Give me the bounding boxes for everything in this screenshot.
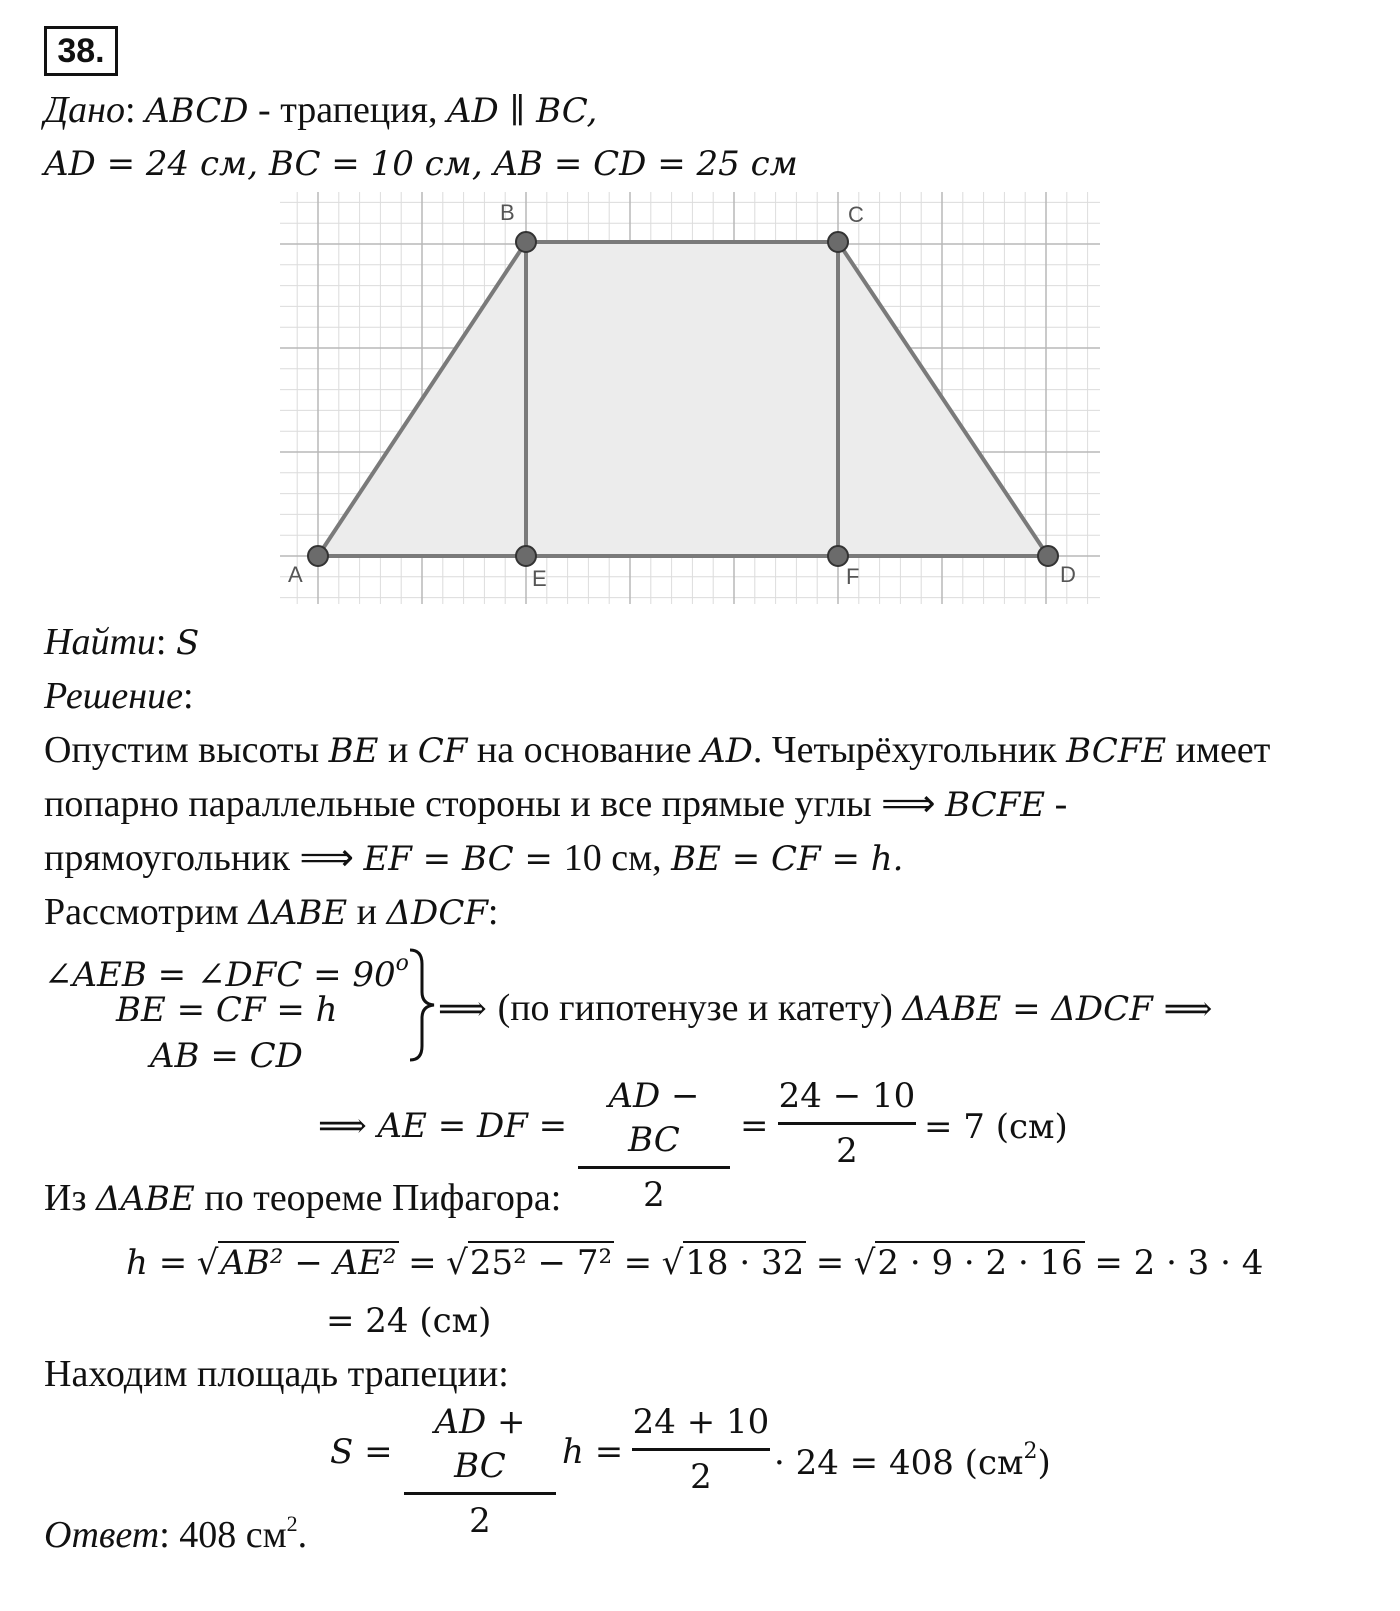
answer-label: Ответ: [44, 1514, 160, 1556]
para1-line3: [44, 836, 903, 881]
superscript: 2: [286, 1511, 298, 1536]
right-brace: [404, 946, 438, 1064]
point-b: [516, 232, 536, 252]
denominator: 2: [836, 1131, 858, 1171]
para1-line1: [44, 728, 1270, 773]
consider-line: [44, 890, 498, 935]
pythag-line: [44, 1176, 561, 1221]
text: и: [378, 729, 418, 771]
text: Из: [44, 1177, 96, 1219]
math: = 7 (см): [924, 1107, 1068, 1147]
text: по теореме Пифагора:: [194, 1177, 562, 1219]
problem-number: 38.: [44, 26, 118, 76]
fraction-bar: [578, 1166, 730, 1169]
math: BCFE: [945, 785, 1046, 825]
numerator: AD + BC: [434, 1402, 526, 1486]
radicand: AB² − AE²: [220, 1243, 397, 1283]
area-h: h =: [562, 1432, 624, 1472]
point-c: [828, 232, 848, 252]
text: -: [1045, 783, 1068, 825]
equals: =: [815, 1243, 845, 1283]
math: ΔDCF: [386, 893, 488, 933]
fraction-bar: [632, 1448, 770, 1451]
h-line-2: [326, 1298, 491, 1343]
math: AD: [701, 731, 753, 771]
numerator: 24 − 10: [778, 1076, 916, 1116]
text: :: [487, 891, 499, 933]
area-heading: Находим площадь трапеции:: [44, 1353, 509, 1395]
para1-line2: [44, 782, 1067, 827]
text: Опустим высоты: [44, 729, 329, 771]
fraction-bar: [404, 1492, 556, 1495]
solution-label: Решение: [44, 675, 183, 717]
radicand: 2 · 9 · 2 · 16: [877, 1243, 1083, 1283]
math: · 24 = 408 (см: [774, 1443, 1024, 1483]
sqrt-sign: √: [661, 1243, 684, 1283]
math: ΔABE: [95, 1179, 195, 1219]
label-a: A: [288, 562, 303, 587]
h-line: [126, 1240, 1263, 1285]
sqrt-sign: √: [446, 1243, 468, 1283]
ae-result: [924, 1104, 1068, 1149]
equals: =: [408, 1243, 437, 1283]
fraction-bar: [778, 1122, 916, 1125]
answer-value: : 408 см: [159, 1514, 287, 1556]
radicand: 18 · 32: [685, 1243, 805, 1283]
label-b: B: [500, 200, 515, 225]
text: попарно параллельные стороны и все прямые углы ⟹: [44, 783, 946, 825]
find-label: Найти: [44, 621, 156, 663]
trapezoid-figure: [280, 192, 1110, 612]
given-figure-type: - трапеция,: [248, 89, 447, 131]
arrow: ⟹: [438, 989, 498, 1029]
superscript: o: [395, 951, 409, 976]
radicand: 25² − 7²: [469, 1243, 613, 1283]
math: BE = CF = h.: [671, 839, 904, 879]
fraction-24-plus-10: [632, 1400, 770, 1499]
text: 10 см,: [563, 837, 672, 879]
math: ΔABE: [248, 893, 348, 933]
equals: =: [623, 1243, 653, 1283]
text: . Четырёхугольник: [752, 729, 1067, 771]
given-parallel: AD ∥ BC,: [447, 91, 598, 131]
label-c: C: [848, 202, 864, 227]
text: (по гипотенузе и катету): [497, 987, 903, 1029]
math: ): [1037, 1443, 1051, 1483]
sqrt-sign: √: [853, 1243, 876, 1283]
text: на основание: [467, 729, 702, 771]
math: = 24 (см): [326, 1301, 492, 1341]
given-line-2: AD = 24 см, BC = 10 см, AB = CD = 25 см: [44, 144, 798, 184]
system-row-3: AB = CD: [150, 1036, 303, 1076]
find-value: S: [175, 623, 200, 663]
ae-prefix: ⟹ AE = DF =: [318, 1106, 568, 1146]
answer-line: [44, 1502, 307, 1557]
area-s: S =: [330, 1432, 393, 1472]
given-figure-name: ABCD: [145, 91, 249, 131]
label-f: F: [846, 564, 860, 589]
label-e: E: [532, 566, 547, 591]
fraction-ad-bc: [578, 1074, 730, 1217]
numerator: AD − BC: [608, 1076, 700, 1160]
denominator: 2: [690, 1457, 712, 1497]
text: прямоугольник ⟹: [44, 837, 364, 879]
math: CF: [417, 731, 468, 771]
math: ∠AEB = ∠DFC = 90: [44, 955, 396, 995]
numerator: 24 + 10: [632, 1402, 770, 1442]
system-result: [438, 986, 1212, 1031]
denominator: 2: [643, 1175, 665, 1215]
trapezoid-fill: [318, 242, 1048, 556]
sqrt-sign: √: [196, 1243, 219, 1283]
math: BCFE: [1066, 731, 1167, 771]
text: имеет: [1166, 729, 1271, 771]
math: EF = BC =: [363, 839, 564, 879]
math: ΔABE = ΔDCF ⟹: [902, 989, 1213, 1029]
math: BE: [328, 731, 379, 771]
math: = 2 · 3 · 4: [1094, 1243, 1264, 1283]
given-line-1: Дано: ABCD - трапеция, AD ∥ BC,: [44, 89, 598, 131]
fraction-ad-plus-bc: [404, 1400, 556, 1543]
system-row-2: BE = CF = h: [116, 990, 338, 1030]
find-line: Найти: S: [44, 621, 200, 663]
math: h =: [126, 1243, 188, 1283]
point-d: [1038, 546, 1058, 566]
equals: =: [740, 1106, 769, 1146]
point-a: [308, 546, 328, 566]
text: .: [297, 1514, 308, 1556]
solution-heading: Решение:: [44, 675, 194, 717]
given-label: Дано: [44, 89, 126, 131]
denominator: 2: [469, 1501, 491, 1541]
area-result: [774, 1430, 1051, 1485]
point-e: [516, 546, 536, 566]
text: и: [347, 891, 387, 933]
text: Рассмотрим: [44, 891, 249, 933]
point-f: [828, 546, 848, 566]
superscript: 2: [1023, 1439, 1038, 1464]
label-d: D: [1060, 562, 1076, 587]
fraction-24-10: [778, 1074, 916, 1173]
